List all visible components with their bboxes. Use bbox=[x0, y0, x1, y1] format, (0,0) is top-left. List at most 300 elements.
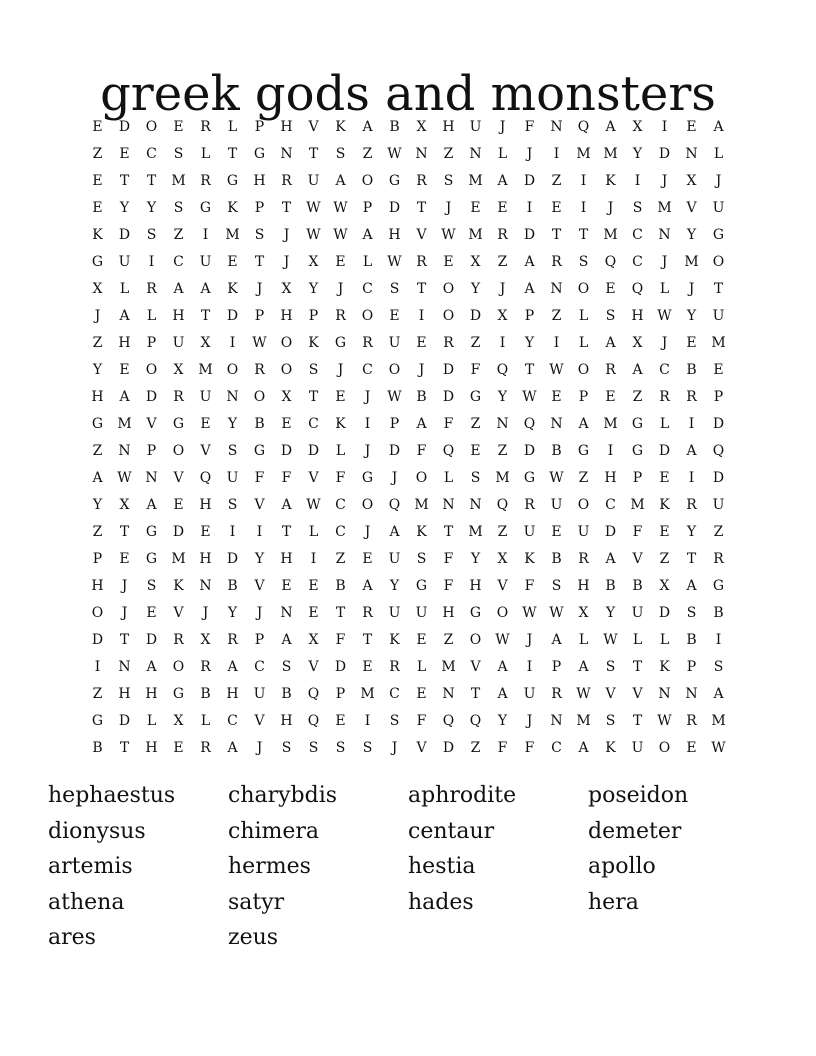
grid-letter: V bbox=[632, 551, 643, 567]
grid-letter: T bbox=[119, 740, 130, 756]
grid-letter: P bbox=[713, 389, 724, 405]
grid-letter: O bbox=[712, 254, 725, 270]
grid-letter: A bbox=[146, 659, 157, 675]
grid-letter: F bbox=[524, 119, 535, 135]
grid-letter: Q bbox=[496, 497, 509, 513]
grid-letter: M bbox=[711, 713, 726, 729]
grid-letter: G bbox=[145, 524, 158, 540]
grid-letter: V bbox=[308, 119, 319, 135]
grid-letter: G bbox=[91, 416, 104, 432]
grid-letter: Z bbox=[659, 551, 670, 567]
grid-letter: F bbox=[281, 470, 292, 486]
grid-letter: J bbox=[607, 200, 614, 216]
grid-letter: R bbox=[173, 389, 184, 405]
grid-letter: F bbox=[335, 632, 346, 648]
grid-letter: D bbox=[145, 632, 158, 648]
grid-letter: Q bbox=[604, 254, 617, 270]
grid-letter: K bbox=[524, 551, 535, 567]
grid-letter: W bbox=[387, 146, 402, 162]
grid-letter: P bbox=[551, 659, 562, 675]
grid-letter: D bbox=[118, 713, 131, 729]
grid-letter: P bbox=[254, 308, 265, 324]
grid-letter: Q bbox=[388, 497, 401, 513]
grid-letter: L bbox=[659, 416, 670, 432]
grid-letter: W bbox=[306, 200, 321, 216]
grid-letter: S bbox=[578, 254, 589, 270]
grid-letter: W bbox=[333, 200, 348, 216]
grid-letter: S bbox=[308, 362, 319, 378]
grid-letter: O bbox=[361, 497, 374, 513]
grid-letter: A bbox=[578, 659, 589, 675]
grid-letter: D bbox=[172, 524, 185, 540]
grid-letter: H bbox=[145, 740, 158, 756]
grid-letter: T bbox=[200, 308, 211, 324]
grid-letter: B bbox=[632, 578, 643, 594]
grid-letter: P bbox=[524, 308, 535, 324]
grid-letter: A bbox=[227, 740, 238, 756]
grid-letter: R bbox=[686, 713, 697, 729]
grid-letter: K bbox=[335, 119, 346, 135]
grid-letter: E bbox=[416, 686, 427, 702]
grid-letter: P bbox=[254, 119, 265, 135]
grid-letter: S bbox=[605, 308, 616, 324]
grid-letter: X bbox=[497, 551, 508, 567]
grid-letter: Y bbox=[686, 308, 697, 324]
grid-letter: K bbox=[308, 335, 319, 351]
grid-letter: I bbox=[310, 551, 317, 567]
grid-letter: U bbox=[631, 605, 644, 621]
grid-letter: L bbox=[119, 281, 130, 297]
page-title: greek gods and monsters bbox=[100, 66, 716, 123]
grid-letter: Q bbox=[199, 470, 212, 486]
grid-letter: R bbox=[686, 497, 697, 513]
grid-letter: F bbox=[524, 740, 535, 756]
grid-letter: R bbox=[524, 497, 535, 513]
grid-letter: M bbox=[603, 416, 618, 432]
grid-letter: V bbox=[254, 713, 265, 729]
grid-letter: W bbox=[549, 470, 564, 486]
word-list-item: hestia bbox=[408, 854, 476, 879]
grid-letter: V bbox=[416, 227, 427, 243]
grid-letter: T bbox=[254, 254, 265, 270]
grid-letter: E bbox=[335, 254, 346, 270]
grid-letter: D bbox=[388, 443, 401, 459]
grid-letter: T bbox=[416, 200, 427, 216]
grid-letter: K bbox=[227, 281, 238, 297]
grid-letter: F bbox=[443, 578, 454, 594]
grid-letter: E bbox=[713, 362, 724, 378]
grid-letter: L bbox=[200, 713, 211, 729]
grid-letter: V bbox=[632, 686, 643, 702]
grid-letter: X bbox=[686, 173, 697, 189]
word-list bbox=[48, 778, 768, 956]
grid-letter: L bbox=[497, 146, 508, 162]
grid-letter: S bbox=[146, 227, 157, 243]
grid-letter: N bbox=[280, 605, 293, 621]
grid-letter: M bbox=[414, 497, 429, 513]
grid-letter: E bbox=[92, 173, 103, 189]
grid-letter: F bbox=[335, 470, 346, 486]
grid-letter: H bbox=[172, 308, 185, 324]
grid-letter: Z bbox=[713, 524, 724, 540]
grid-letter: U bbox=[523, 524, 536, 540]
grid-letter: A bbox=[389, 524, 400, 540]
grid-letter: E bbox=[335, 713, 346, 729]
grid-letter: X bbox=[632, 335, 643, 351]
grid-letter: X bbox=[497, 308, 508, 324]
grid-letter: C bbox=[146, 146, 157, 162]
grid-letter: G bbox=[469, 389, 482, 405]
grid-letter: C bbox=[254, 659, 265, 675]
grid-letter: E bbox=[659, 470, 670, 486]
grid-letter: W bbox=[441, 227, 456, 243]
grid-letter: A bbox=[173, 281, 184, 297]
grid-letter: E bbox=[362, 659, 373, 675]
grid-letter: M bbox=[198, 362, 213, 378]
grid-letter: E bbox=[119, 551, 130, 567]
grid-letter: P bbox=[362, 200, 373, 216]
grid-letter: J bbox=[283, 254, 290, 270]
grid-letter: T bbox=[227, 146, 238, 162]
grid-letter: L bbox=[632, 632, 643, 648]
grid-letter: D bbox=[523, 227, 536, 243]
word-list-item: aphrodite bbox=[408, 783, 517, 808]
grid-letter: W bbox=[387, 389, 402, 405]
grid-letter: G bbox=[712, 578, 725, 594]
grid-letter: L bbox=[200, 146, 211, 162]
grid-letter: K bbox=[416, 524, 427, 540]
word-list-item: chimera bbox=[228, 818, 320, 844]
grid-letter: T bbox=[362, 632, 373, 648]
grid-letter: D bbox=[523, 173, 536, 189]
grid-letter: S bbox=[389, 713, 400, 729]
grid-letter: E bbox=[119, 146, 130, 162]
grid-letter: H bbox=[253, 173, 266, 189]
grid-letter: U bbox=[253, 686, 266, 702]
grid-letter: B bbox=[605, 578, 616, 594]
grid-letter: S bbox=[254, 227, 265, 243]
grid-letter: C bbox=[335, 524, 346, 540]
grid-letter: C bbox=[632, 254, 643, 270]
grid-letter: Y bbox=[605, 605, 616, 621]
grid-letter: S bbox=[416, 551, 427, 567]
grid-letter: N bbox=[658, 227, 671, 243]
grid-letter: W bbox=[657, 308, 672, 324]
grid-letter: P bbox=[632, 470, 643, 486]
grid-letter: E bbox=[173, 119, 184, 135]
grid-letter: Z bbox=[173, 227, 184, 243]
grid-letter: O bbox=[577, 362, 590, 378]
grid-letter: X bbox=[92, 281, 103, 297]
grid-letter: V bbox=[605, 686, 616, 702]
grid-letter: E bbox=[92, 200, 103, 216]
grid-letter: N bbox=[658, 686, 671, 702]
grid-letter: D bbox=[118, 119, 131, 135]
grid-letter: M bbox=[468, 524, 483, 540]
grid-letter: C bbox=[362, 281, 373, 297]
grid-letter: G bbox=[712, 227, 725, 243]
grid-letter: A bbox=[524, 254, 535, 270]
grid-letter: U bbox=[199, 389, 212, 405]
grid-letter: A bbox=[578, 416, 589, 432]
grid-letter: U bbox=[199, 254, 212, 270]
grid-letter: D bbox=[442, 362, 455, 378]
grid-letter: F bbox=[254, 470, 265, 486]
grid-letter: G bbox=[577, 443, 590, 459]
grid-letter: H bbox=[199, 497, 212, 513]
grid-letter: S bbox=[605, 659, 616, 675]
grid-letter: V bbox=[497, 578, 508, 594]
grid-letter: J bbox=[391, 740, 398, 756]
grid-letter: J bbox=[256, 281, 263, 297]
grid-letter: O bbox=[442, 281, 455, 297]
grid-letter: X bbox=[281, 281, 292, 297]
grid-letter: N bbox=[199, 578, 212, 594]
grid-letter: E bbox=[173, 740, 184, 756]
grid-letter: Z bbox=[335, 551, 346, 567]
grid-letter: E bbox=[308, 605, 319, 621]
grid-letter: O bbox=[388, 362, 401, 378]
grid-letter: V bbox=[416, 740, 427, 756]
grid-letter: T bbox=[713, 281, 724, 297]
grid-letter: R bbox=[200, 740, 211, 756]
grid-letter: N bbox=[550, 281, 563, 297]
grid-letter: H bbox=[388, 227, 401, 243]
grid-letter: S bbox=[686, 605, 697, 621]
grid-letter: M bbox=[468, 173, 483, 189]
grid-letter: I bbox=[688, 416, 695, 432]
grid-letter: O bbox=[172, 443, 185, 459]
grid-letter: W bbox=[549, 362, 564, 378]
word-list-item: dionysus bbox=[48, 818, 146, 844]
grid-letter: C bbox=[173, 254, 184, 270]
grid-letter: I bbox=[202, 227, 209, 243]
grid-letter: D bbox=[712, 470, 725, 486]
grid-letter: U bbox=[307, 173, 320, 189]
grid-letter: T bbox=[281, 200, 292, 216]
grid-letter: G bbox=[388, 173, 401, 189]
grid-letter: M bbox=[603, 227, 618, 243]
grid-letter: A bbox=[362, 119, 373, 135]
grid-letter: T bbox=[119, 524, 130, 540]
grid-letter: R bbox=[362, 605, 373, 621]
grid-letter: Q bbox=[307, 686, 320, 702]
grid-letter: A bbox=[632, 362, 643, 378]
grid-letter: G bbox=[415, 578, 428, 594]
grid-letter: I bbox=[499, 335, 506, 351]
grid-letter: O bbox=[442, 308, 455, 324]
grid-letter: A bbox=[281, 497, 292, 513]
grid-letter: P bbox=[389, 416, 400, 432]
grid-letter: K bbox=[335, 416, 346, 432]
grid-letter: G bbox=[523, 470, 536, 486]
grid-letter: Y bbox=[686, 227, 697, 243]
grid-letter: A bbox=[686, 578, 697, 594]
grid-letter: H bbox=[442, 605, 455, 621]
grid-letter: V bbox=[308, 659, 319, 675]
grid-letter: G bbox=[334, 335, 347, 351]
grid-letter: U bbox=[388, 335, 401, 351]
grid-letter: M bbox=[495, 470, 510, 486]
grid-letter: D bbox=[334, 659, 347, 675]
grid-letter: N bbox=[469, 497, 482, 513]
grid-letter: F bbox=[443, 416, 454, 432]
grid-letter: J bbox=[202, 605, 209, 621]
grid-letter: M bbox=[630, 497, 645, 513]
grid-letter: O bbox=[361, 173, 374, 189]
grid-letter: B bbox=[281, 686, 292, 702]
grid-letter: P bbox=[686, 659, 697, 675]
grid-letter: L bbox=[659, 281, 670, 297]
grid-letter: W bbox=[117, 470, 132, 486]
grid-letter: H bbox=[577, 578, 590, 594]
grid-letter: D bbox=[226, 308, 239, 324]
grid-letter: H bbox=[280, 308, 293, 324]
grid-letter: S bbox=[173, 200, 184, 216]
grid-letter: Y bbox=[92, 497, 103, 513]
grid-letter: Z bbox=[443, 632, 454, 648]
grid-letter: B bbox=[335, 578, 346, 594]
grid-letter: T bbox=[632, 713, 643, 729]
grid-letter: X bbox=[281, 389, 292, 405]
grid-letter: O bbox=[577, 497, 590, 513]
grid-letter: R bbox=[443, 335, 454, 351]
grid-letter: D bbox=[280, 443, 293, 459]
grid-letter: C bbox=[227, 713, 238, 729]
grid-letter: I bbox=[256, 524, 263, 540]
grid-letter: D bbox=[604, 524, 617, 540]
grid-letter: A bbox=[686, 443, 697, 459]
grid-letter: I bbox=[580, 173, 587, 189]
grid-letter: M bbox=[117, 416, 132, 432]
grid-letter: P bbox=[578, 389, 589, 405]
grid-letter: E bbox=[119, 362, 130, 378]
grid-letter: L bbox=[578, 308, 589, 324]
grid-letter: E bbox=[173, 497, 184, 513]
grid-letter: I bbox=[526, 200, 533, 216]
grid-letter: N bbox=[550, 713, 563, 729]
grid-letter: N bbox=[145, 470, 158, 486]
grid-letter: J bbox=[337, 362, 344, 378]
grid-letter: E bbox=[416, 632, 427, 648]
grid-letter: Z bbox=[443, 146, 454, 162]
grid-letter: I bbox=[229, 335, 236, 351]
grid-letter: R bbox=[200, 659, 211, 675]
grid-letter: Z bbox=[497, 524, 508, 540]
grid-letter: D bbox=[388, 200, 401, 216]
grid-letter: K bbox=[659, 497, 670, 513]
grid-letter: V bbox=[200, 443, 211, 459]
grid-letter: C bbox=[605, 497, 616, 513]
grid-letter: E bbox=[92, 119, 103, 135]
grid-letter: I bbox=[364, 713, 371, 729]
grid-letter: B bbox=[686, 632, 697, 648]
grid-letter: L bbox=[308, 524, 319, 540]
grid-letter: U bbox=[469, 119, 482, 135]
grid-letter: S bbox=[362, 740, 373, 756]
grid-letter: Z bbox=[92, 146, 103, 162]
grid-letter: T bbox=[146, 173, 157, 189]
grid-letter: V bbox=[254, 578, 265, 594]
grid-letter: A bbox=[551, 632, 562, 648]
grid-letter: E bbox=[200, 524, 211, 540]
grid-letter: C bbox=[551, 740, 562, 756]
grid-letter: A bbox=[713, 686, 724, 702]
grid-letter: A bbox=[605, 551, 616, 567]
grid-letter: E bbox=[686, 119, 697, 135]
grid-letter: B bbox=[227, 578, 238, 594]
grid-letter: F bbox=[443, 551, 454, 567]
grid-letter: L bbox=[659, 632, 670, 648]
grid-letter: G bbox=[631, 416, 644, 432]
grid-letter: J bbox=[715, 173, 722, 189]
grid-letter: Y bbox=[92, 362, 103, 378]
grid-letter: E bbox=[497, 200, 508, 216]
grid-letter: W bbox=[657, 713, 672, 729]
grid-letter: Z bbox=[470, 740, 481, 756]
grid-letter: J bbox=[661, 335, 668, 351]
grid-letter: Z bbox=[92, 686, 103, 702]
grid-letter: N bbox=[442, 686, 455, 702]
grid-letter: O bbox=[469, 632, 482, 648]
grid-letter: M bbox=[576, 713, 591, 729]
grid-letter: H bbox=[442, 119, 455, 135]
word-list-item: charybdis bbox=[228, 783, 338, 808]
grid-letter: F bbox=[470, 362, 481, 378]
grid-letter: O bbox=[658, 740, 671, 756]
grid-letter: G bbox=[631, 443, 644, 459]
grid-letter: N bbox=[226, 389, 239, 405]
grid-letter: Z bbox=[632, 389, 643, 405]
grid-letter: A bbox=[578, 740, 589, 756]
grid-letter: X bbox=[308, 632, 319, 648]
grid-letter: J bbox=[283, 227, 290, 243]
grid-letter: S bbox=[308, 740, 319, 756]
grid-letter: Q bbox=[577, 119, 590, 135]
grid-letter: O bbox=[577, 281, 590, 297]
grid-letter: W bbox=[252, 335, 267, 351]
grid-letter: S bbox=[335, 740, 346, 756]
grid-letter: E bbox=[443, 254, 454, 270]
grid-letter: T bbox=[119, 632, 130, 648]
grid-letter: D bbox=[307, 443, 320, 459]
grid-letter: A bbox=[605, 335, 616, 351]
grid-letter: U bbox=[172, 335, 185, 351]
grid-letter: J bbox=[688, 281, 695, 297]
grid-letter: J bbox=[364, 443, 371, 459]
grid-letter: N bbox=[685, 686, 698, 702]
grid-letter: D bbox=[145, 389, 158, 405]
grid-letter: A bbox=[92, 470, 103, 486]
word-list-item: hermes bbox=[228, 854, 311, 879]
word-list-item: ares bbox=[48, 925, 96, 950]
grid-letter: D bbox=[442, 389, 455, 405]
grid-letter: K bbox=[659, 659, 670, 675]
grid-letter: R bbox=[578, 551, 589, 567]
grid-letter: J bbox=[364, 524, 371, 540]
grid-letter: E bbox=[551, 389, 562, 405]
grid-letter: A bbox=[335, 173, 346, 189]
grid-letter: W bbox=[549, 605, 564, 621]
grid-letter: O bbox=[145, 362, 158, 378]
grid-letter: S bbox=[146, 578, 157, 594]
grid-letter: P bbox=[335, 686, 346, 702]
grid-letter: Z bbox=[92, 443, 103, 459]
grid-letter: D bbox=[658, 605, 671, 621]
grid-letter: Y bbox=[470, 551, 481, 567]
grid-letter: B bbox=[92, 740, 103, 756]
grid-letter: T bbox=[281, 524, 292, 540]
